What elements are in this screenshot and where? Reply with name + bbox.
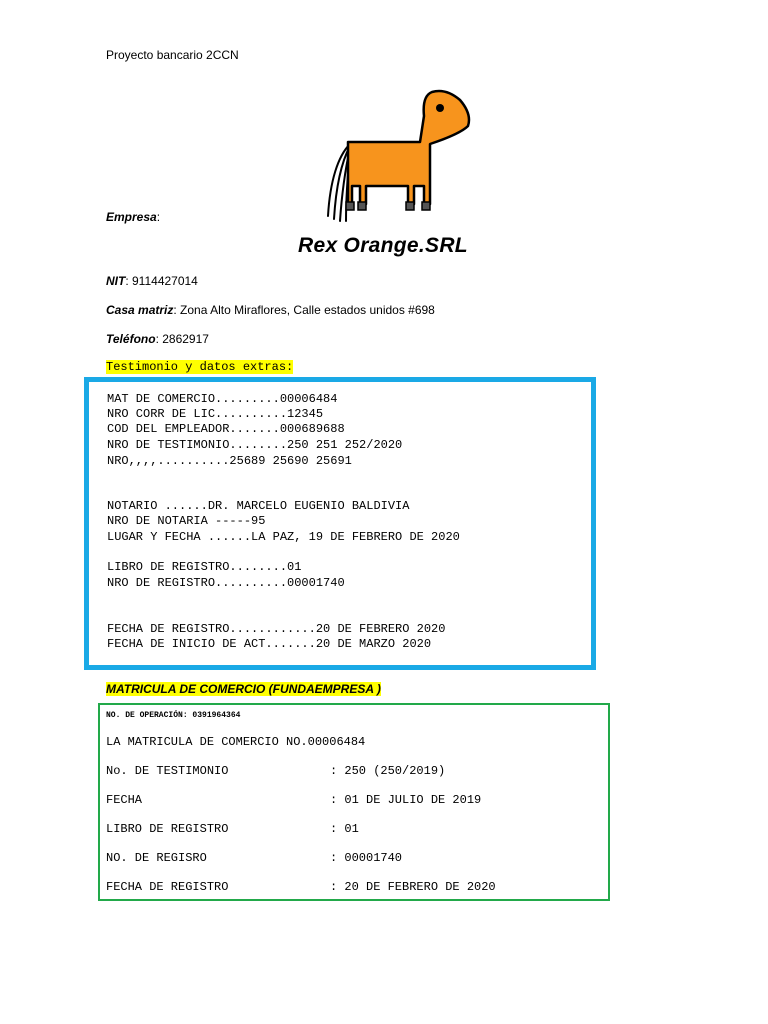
matricula-row-label: NO. DE REGISRO xyxy=(106,851,207,865)
phone-label: Teléfono xyxy=(106,332,156,346)
testimonio-line: NOTARIO ......DR. MARCELO EUGENIO BALDIVIA xyxy=(107,499,410,513)
address-label: Casa matriz xyxy=(106,303,174,317)
matricula-row-label: FECHA DE REGISTRO xyxy=(106,880,229,894)
testimonio-line: NRO DE REGISTRO..........00001740 xyxy=(107,576,345,590)
operation-number: NO. DE OPERACIÓN: 0391964364 xyxy=(106,711,241,720)
company-label: Empresa xyxy=(106,210,157,224)
testimonio-line: FECHA DE INICIO DE ACT.......20 DE MARZO 2020 xyxy=(107,637,432,651)
testimonio-line: LUGAR Y FECHA ......LA PAZ, 19 DE FEBRERO DE 2020 xyxy=(107,530,460,544)
matricula-row-value: : 00001740 xyxy=(330,851,403,865)
matricula-title: LA MATRICULA DE COMERCIO NO.00006484 xyxy=(106,735,366,749)
brand-name: Rex Orange.SRL xyxy=(298,234,468,257)
address-value: : Zona Alto Miraflores, Calle estados unidos #698 xyxy=(173,303,435,317)
address-row xyxy=(106,303,435,317)
testimonio-line: NRO,,,,..........25689 25690 25691 xyxy=(107,454,352,468)
testimonio-line: NRO DE TESTIMONIO........250 251 252/2020 xyxy=(107,438,403,452)
nit-label: NIT xyxy=(106,274,126,288)
testimonio-box xyxy=(84,377,596,670)
project-title: Proyecto bancario 2CCN xyxy=(106,48,239,62)
matricula-box xyxy=(98,703,610,901)
testimonio-line: FECHA DE REGISTRO............20 DE FEBRERO 2020 xyxy=(107,622,446,636)
matricula-row-label: FECHA xyxy=(106,793,143,807)
nit-value: : 9114427014 xyxy=(125,274,198,288)
testimonio-line: NRO CORR DE LIC..........12345 xyxy=(107,407,324,421)
testimonio-line: MAT DE COMERCIO.........00006484 xyxy=(107,392,338,406)
matricula-row-label: No. DE TESTIMONIO xyxy=(106,764,229,778)
company-label-row xyxy=(106,210,160,224)
matricula-row-value: : 250 (250/2019) xyxy=(330,764,446,778)
matricula-row-value: : 01 xyxy=(330,822,359,836)
phone-value: : 2862917 xyxy=(155,332,209,346)
matricula-heading: MATRICULA DE COMERCIO (FUNDAEMPRESA ) xyxy=(106,682,381,696)
phone-row xyxy=(106,332,209,346)
testimonio-line: LIBRO DE REGISTRO........01 xyxy=(107,560,302,574)
testimonio-line: NRO DE NOTARIA -----95 xyxy=(107,514,266,528)
company-colon: : xyxy=(156,210,161,224)
matricula-row-label: LIBRO DE REGISTRO xyxy=(106,822,229,836)
testimonio-line: COD DEL EMPLEADOR.......000689688 xyxy=(107,422,345,436)
nit-row xyxy=(106,274,198,288)
matricula-row-value: : 20 DE FEBRERO DE 2020 xyxy=(330,880,496,894)
matricula-row-value: : 01 DE JULIO DE 2019 xyxy=(330,793,482,807)
testimonio-heading: Testimonio y datos extras: xyxy=(106,360,294,374)
